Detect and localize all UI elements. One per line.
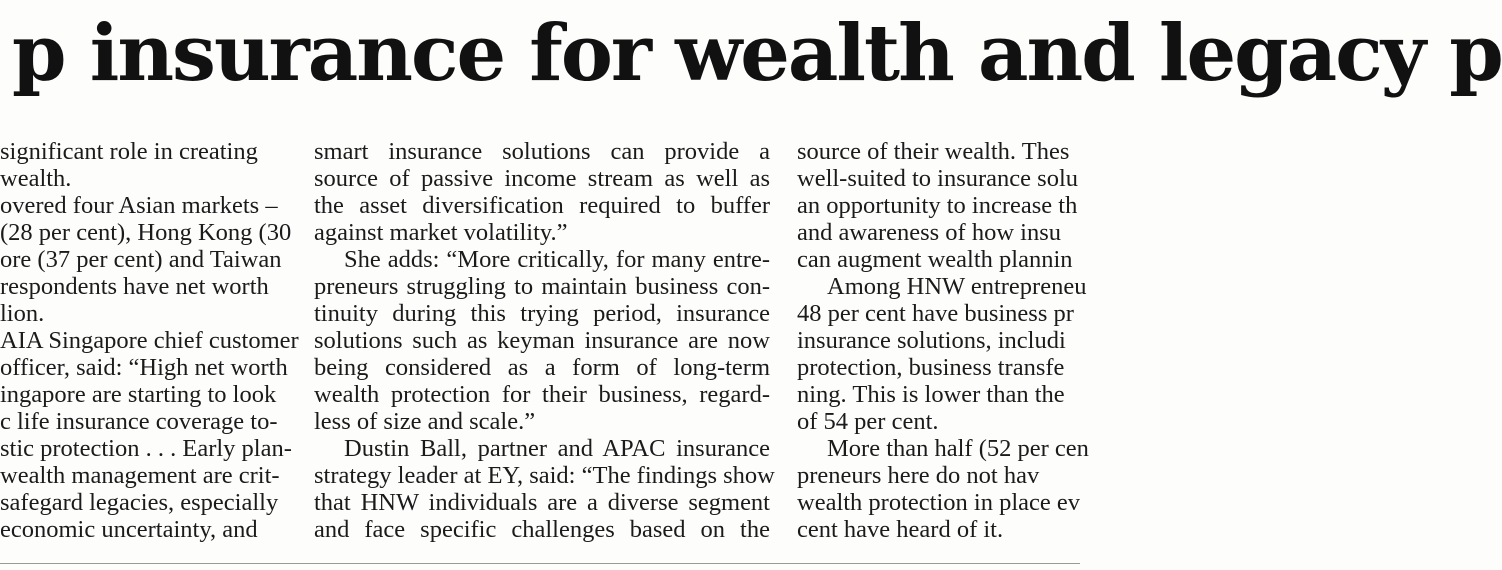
text-line: She adds: “More critically, for many entre- <box>344 246 770 273</box>
text-line: preneurs here do not hav <box>797 462 1040 489</box>
text-line: insurance solutions, includi <box>797 327 1066 354</box>
text-line: can augment wealth plannin <box>797 246 1073 273</box>
text-line: (28 per cent), Hong Kong (30 <box>0 219 292 246</box>
text-line: less of size and scale.” <box>314 408 536 435</box>
text-line: significant role in creating <box>0 138 258 165</box>
text-line: AIA Singapore chief customer <box>0 327 299 354</box>
text-line: tinuity during this trying period, insurance <box>314 300 770 327</box>
text-line: ore (37 per cent) and Taiwan <box>0 246 282 273</box>
article-column-1 <box>0 138 299 543</box>
text-line: an opportunity to increase th <box>797 192 1078 219</box>
text-line: wealth management are crit- <box>0 462 280 489</box>
text-line: respondents have net worth <box>0 273 269 300</box>
text-line: wealth protection for their business, regard- <box>314 381 770 408</box>
text-line: preneurs struggling to maintain business con- <box>314 273 770 300</box>
text-line: safegard legacies, especially <box>0 489 279 516</box>
text-line: economic uncertainty, and <box>0 516 258 543</box>
text-line: c life insurance coverage to- <box>0 408 278 435</box>
text-line: protection, business transfe <box>797 354 1065 381</box>
text-line: More than half (52 per cen <box>827 435 1089 462</box>
text-line: overed four Asian markets – <box>0 192 278 219</box>
text-line: lion. <box>0 300 45 327</box>
text-line: and face specific challenges based on the <box>314 516 770 543</box>
text-line: being considered as a form of long-term <box>314 354 770 381</box>
headline: p insurance for wealth and legacy p <box>12 8 1502 99</box>
text-line: the asset diversification required to buffer <box>314 192 770 219</box>
text-line: Dustin Ball, partner and APAC insurance <box>344 435 770 462</box>
text-line: wealth. <box>0 165 72 192</box>
article-column-2 <box>314 138 775 543</box>
text-line: of 54 per cent. <box>797 408 939 435</box>
text-line: wealth protection in place ev <box>797 489 1080 516</box>
text-line: 48 per cent have business pr <box>797 300 1074 327</box>
text-line: stic protection . . . Early plan- <box>0 435 292 462</box>
text-line: source of their wealth. Thes <box>797 138 1070 165</box>
text-line: Among HNW entrepreneu <box>827 273 1087 300</box>
text-line: against market volatility.” <box>314 219 568 246</box>
text-line: smart insurance solutions can provide a <box>314 138 770 165</box>
text-line: cent have heard of it. <box>797 516 1004 543</box>
text-line: strategy leader at EY, said: “The findings show <box>314 462 775 489</box>
article-column-3 <box>797 138 1089 543</box>
page-rule <box>0 563 1080 564</box>
text-line: officer, said: “High net worth <box>0 354 288 381</box>
text-line: that HNW individuals are a diverse segment <box>314 489 770 516</box>
text-line: and awareness of how insu <box>797 219 1061 246</box>
text-line: ning. This is lower than the <box>797 381 1065 408</box>
text-line: ingapore are starting to look <box>0 381 277 408</box>
text-line: well-suited to insurance solu <box>797 165 1079 192</box>
text-line: source of passive income stream as well as <box>314 165 770 192</box>
text-line: solutions such as keyman insurance are now <box>314 327 770 354</box>
